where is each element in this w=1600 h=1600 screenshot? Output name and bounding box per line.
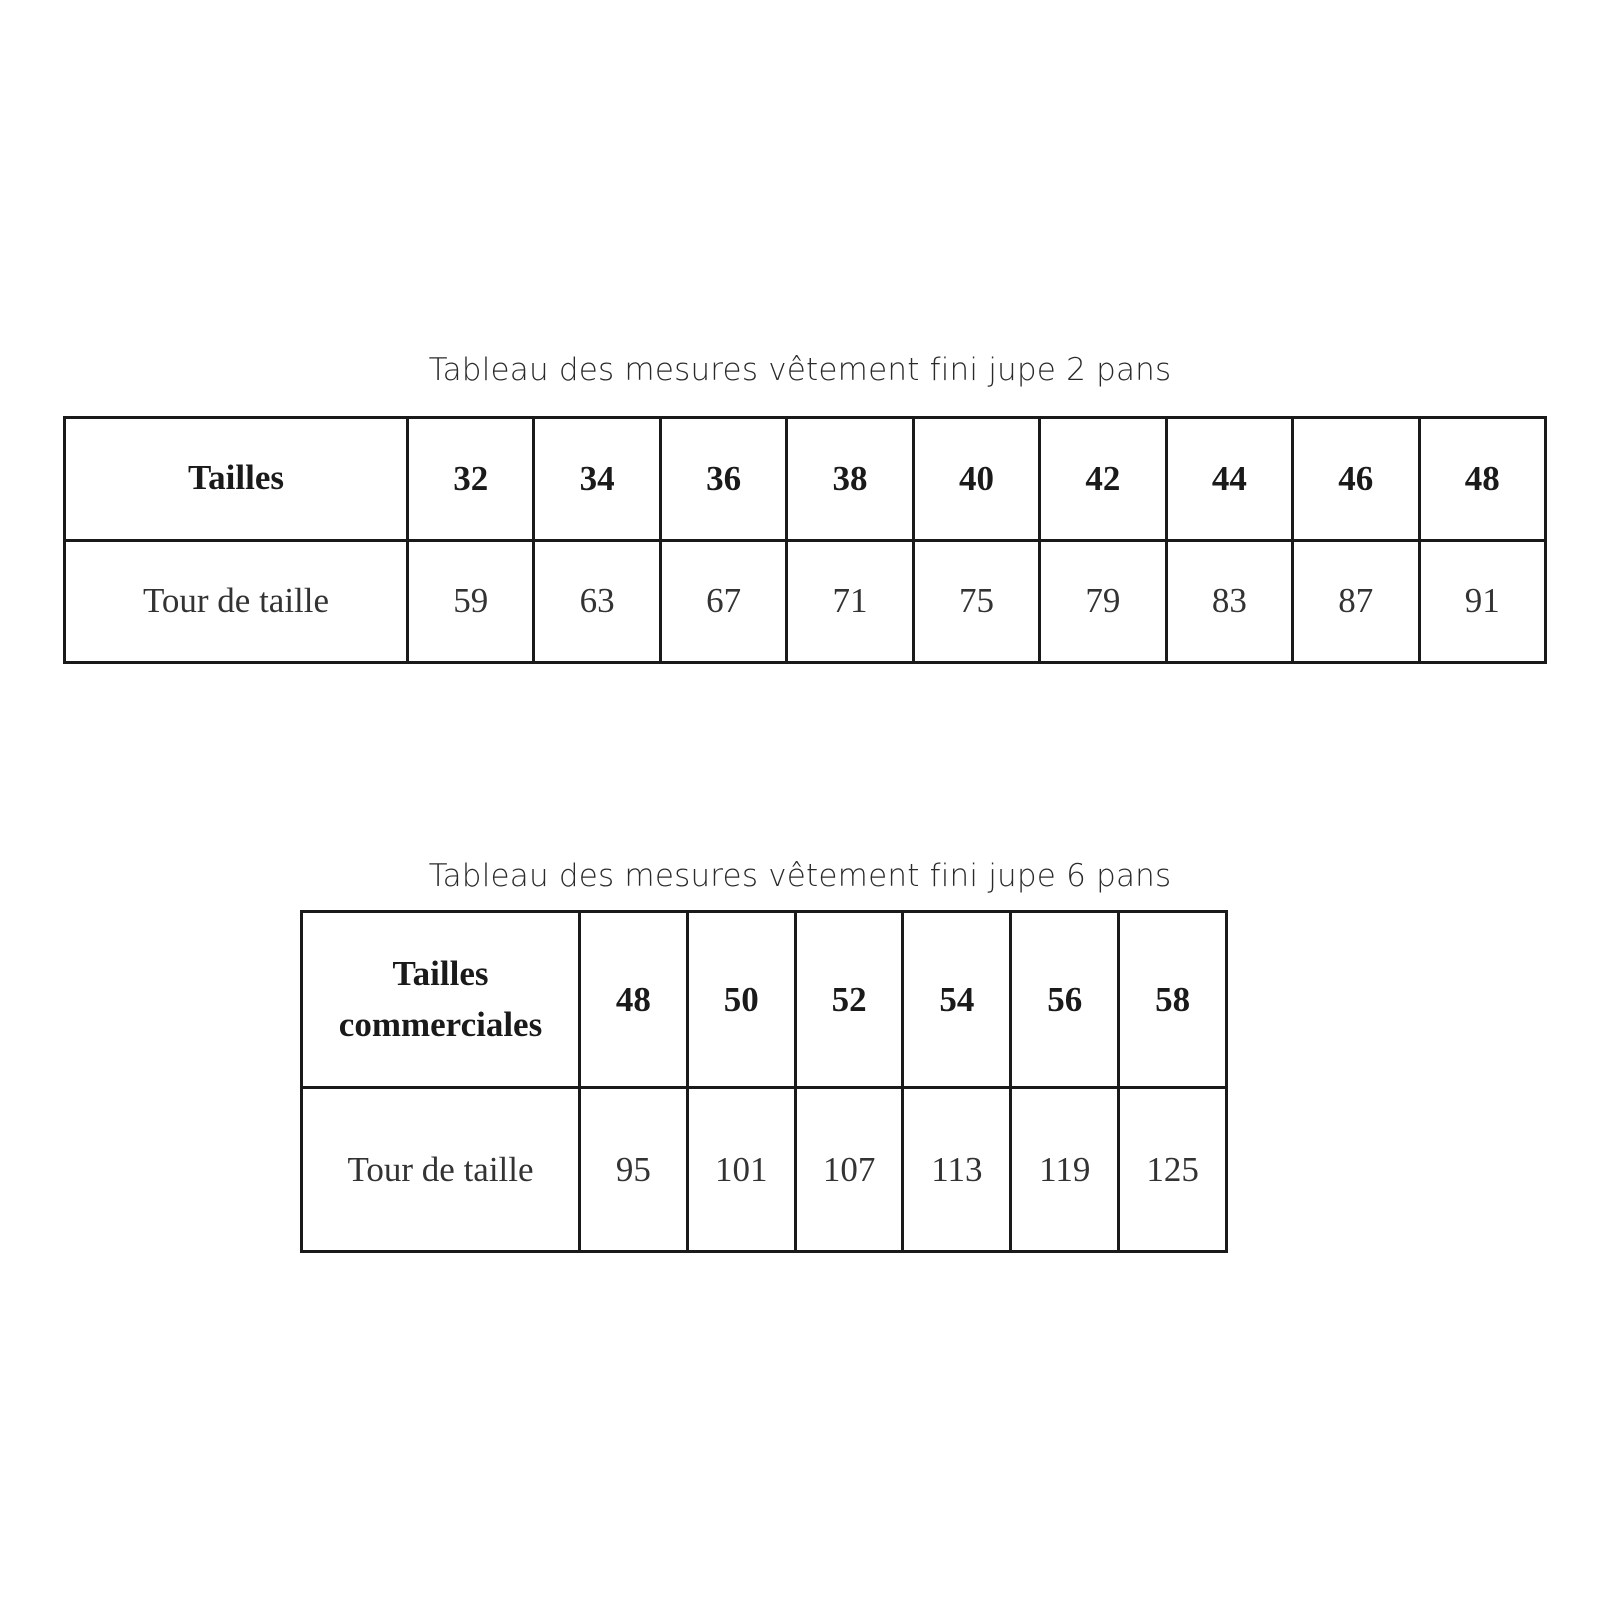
- size-cell: 40: [913, 418, 1039, 541]
- size-cell: 52: [795, 912, 903, 1088]
- size-cell: 34: [534, 418, 660, 541]
- size-cell: 56: [1011, 912, 1119, 1088]
- header-label-tailles: Tailles: [65, 418, 408, 541]
- row-label-tour-de-taille: Tour de taille: [65, 540, 408, 663]
- table-row-waist: [65, 540, 1546, 663]
- size-cell: 44: [1166, 418, 1292, 541]
- size-cell: 32: [408, 418, 534, 541]
- waist-cell: 113: [903, 1088, 1011, 1252]
- table-1-caption: Tableau des mesures vêtement fini jupe 2 pans: [428, 352, 1172, 388]
- header-label-tailles-commerciales: [302, 912, 580, 1088]
- size-cell: 58: [1119, 912, 1227, 1088]
- size-cell: 54: [903, 912, 1011, 1088]
- size-table-6-pans: [300, 910, 1228, 1253]
- waist-cell: 63: [534, 540, 660, 663]
- table-row-waist: [302, 1088, 1227, 1252]
- size-cell: 48: [580, 912, 688, 1088]
- table-row-sizes: [302, 912, 1227, 1088]
- size-cell: 38: [787, 418, 913, 541]
- table-row-sizes: [65, 418, 1546, 541]
- header-label-line-1: Tailles: [392, 953, 489, 993]
- waist-cell: 125: [1119, 1088, 1227, 1252]
- header-label-line-2: commerciales: [338, 1004, 543, 1044]
- waist-cell: 91: [1419, 540, 1546, 663]
- waist-cell: 87: [1293, 540, 1419, 663]
- waist-cell: 83: [1166, 540, 1292, 663]
- size-cell: 42: [1040, 418, 1166, 541]
- waist-cell: 119: [1011, 1088, 1119, 1252]
- waist-cell: 95: [580, 1088, 688, 1252]
- size-cell: 36: [660, 418, 786, 541]
- waist-cell: 101: [687, 1088, 795, 1252]
- waist-cell: 59: [408, 540, 534, 663]
- waist-cell: 79: [1040, 540, 1166, 663]
- waist-cell: 75: [913, 540, 1039, 663]
- size-cell: 48: [1419, 418, 1546, 541]
- waist-cell: 107: [795, 1088, 903, 1252]
- waist-cell: 71: [787, 540, 913, 663]
- size-cell: 46: [1293, 418, 1419, 541]
- waist-cell: 67: [660, 540, 786, 663]
- row-label-tour-de-taille: Tour de taille: [302, 1088, 580, 1252]
- size-cell: 50: [687, 912, 795, 1088]
- size-table-2-pans: [63, 416, 1547, 664]
- table-2-caption: Tableau des mesures vêtement fini jupe 6 pans: [428, 858, 1172, 894]
